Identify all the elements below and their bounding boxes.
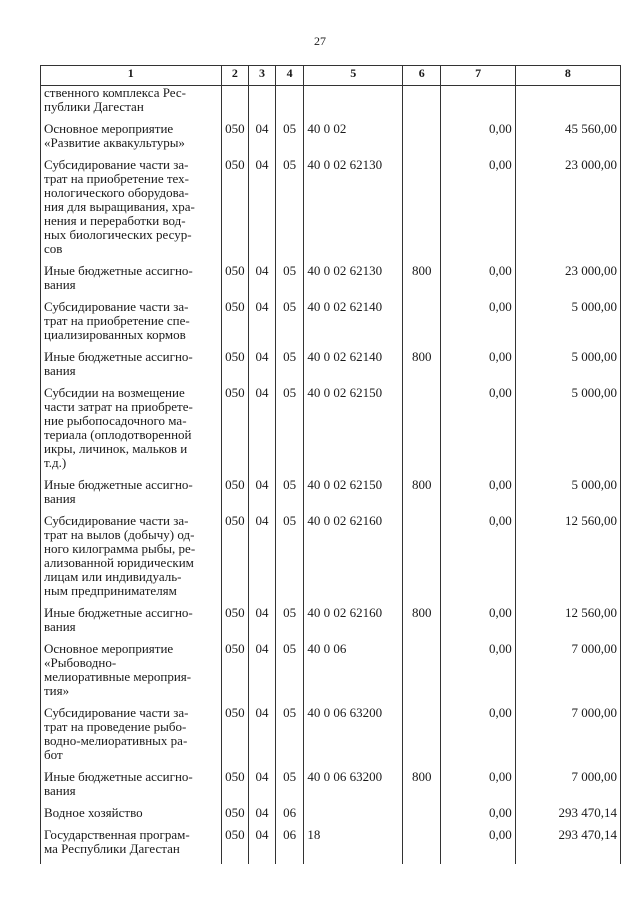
row-code-5 [304,86,403,123]
row-name: Субсидирование части за- трат на вылов (добычу) од- ного килограмма рыбы, ре- ализованной юридическим лицам или индивидуаль- ным предпринимателям [41,514,222,606]
row-code-3: 04 [249,706,276,770]
row-sum-7: 0,00 [441,122,515,158]
row-code-3: 04 [249,514,276,606]
row-code-5 [304,806,403,828]
table-row [41,300,621,350]
column-header: 1 [41,66,222,86]
row-sum-7: 0,00 [441,386,515,478]
row-name: Иные бюджетные ассигно- вания [41,350,222,386]
row-code-5: 40 0 02 62150 [304,386,403,478]
row-name: Основное мероприятие «Развитие аквакультуры» [41,122,222,158]
row-sum-7: 0,00 [441,300,515,350]
row-name: Иные бюджетные ассигно- вания [41,478,222,514]
row-sum-7: 0,00 [441,642,515,706]
row-code-3: 04 [249,828,276,864]
row-code-2: 050 [221,514,249,606]
column-header: 8 [515,66,620,86]
row-sum-7: 0,00 [441,828,515,864]
row-code-4: 05 [275,770,304,806]
row-code-2: 050 [221,642,249,706]
row-code-4: 06 [275,828,304,864]
row-name: Иные бюджетные ассигно- вания [41,606,222,642]
column-header: 7 [441,66,515,86]
row-code-3: 04 [249,642,276,706]
budget-table [40,65,621,864]
row-sum-8: 5 000,00 [515,350,620,386]
row-sum-8: 5 000,00 [515,300,620,350]
row-sum-8 [515,86,620,123]
row-code-6: 800 [403,606,441,642]
table-row [41,122,621,158]
table-row [41,514,621,606]
row-code-5: 40 0 02 62160 [304,514,403,606]
table-row [41,606,621,642]
row-sum-7: 0,00 [441,264,515,300]
row-code-3: 04 [249,300,276,350]
row-sum-8: 12 560,00 [515,606,620,642]
row-code-4 [275,86,304,123]
row-code-6: 800 [403,264,441,300]
row-code-4: 05 [275,300,304,350]
row-code-5: 40 0 02 62140 [304,350,403,386]
table-row [41,86,621,123]
row-sum-7: 0,00 [441,478,515,514]
row-name: ственного комплекса Рес- публики Дагестан [41,86,222,123]
row-code-6 [403,706,441,770]
row-sum-8: 293 470,14 [515,828,620,864]
table-body [41,86,621,865]
row-sum-8: 12 560,00 [515,514,620,606]
row-code-5: 18 [304,828,403,864]
row-code-6 [403,386,441,478]
row-code-3: 04 [249,350,276,386]
table-row [41,806,621,828]
row-code-3: 04 [249,478,276,514]
row-code-6: 800 [403,350,441,386]
column-header: 6 [403,66,441,86]
row-code-2: 050 [221,264,249,300]
row-name: Иные бюджетные ассигно- вания [41,264,222,300]
row-code-3: 04 [249,770,276,806]
page-number: 27 [314,34,326,48]
column-header: 3 [249,66,276,86]
column-header: 5 [304,66,403,86]
row-code-2: 050 [221,706,249,770]
row-name: Субсидирование части за- трат на приобретение спе- циализированных кормов [41,300,222,350]
row-sum-7: 0,00 [441,158,515,264]
row-code-3: 04 [249,122,276,158]
row-sum-8: 23 000,00 [515,264,620,300]
row-code-2: 050 [221,122,249,158]
row-code-5: 40 0 06 [304,642,403,706]
row-code-4: 05 [275,606,304,642]
row-sum-7: 0,00 [441,770,515,806]
row-sum-8: 293 470,14 [515,806,620,828]
row-sum-8: 7 000,00 [515,770,620,806]
table-row [41,264,621,300]
table-row [41,642,621,706]
row-code-6 [403,642,441,706]
row-sum-8: 7 000,00 [515,642,620,706]
row-sum-7: 0,00 [441,706,515,770]
table-row [41,158,621,264]
row-code-3: 04 [249,264,276,300]
row-code-6: 800 [403,770,441,806]
row-name: Субсидирование части за- трат на проведение рыбо- водно-мелиоративных ра- бот [41,706,222,770]
row-sum-8: 23 000,00 [515,158,620,264]
table-row [41,478,621,514]
row-code-2: 050 [221,606,249,642]
row-sum-7: 0,00 [441,606,515,642]
row-code-4: 05 [275,478,304,514]
row-code-3: 04 [249,806,276,828]
row-name: Водное хозяйство [41,806,222,828]
row-code-3 [249,86,276,123]
row-sum-7 [441,86,515,123]
row-code-2: 050 [221,158,249,264]
row-code-2: 050 [221,828,249,864]
row-code-4: 05 [275,706,304,770]
row-sum-8: 7 000,00 [515,706,620,770]
column-header: 4 [275,66,304,86]
row-sum-7: 0,00 [441,350,515,386]
row-code-5: 40 0 02 [304,122,403,158]
header-row [41,66,621,86]
table-row [41,386,621,478]
row-code-5: 40 0 02 62150 [304,478,403,514]
row-sum-8: 5 000,00 [515,478,620,514]
row-code-5: 40 0 02 62160 [304,606,403,642]
row-code-4: 06 [275,806,304,828]
row-code-4: 05 [275,386,304,478]
row-code-3: 04 [249,606,276,642]
row-name: Государственная програм- ма Республики Дагестан [41,828,222,864]
row-code-4: 05 [275,514,304,606]
row-code-4: 05 [275,642,304,706]
row-code-5: 40 0 02 62130 [304,264,403,300]
row-sum-7: 0,00 [441,514,515,606]
row-code-6 [403,86,441,123]
row-name: Субсидии на возмещение части затрат на приобрете- ние рыбопосадочного ма- териала (оплодотворенной икры, личинок, мальков и т.д.) [41,386,222,478]
row-code-6 [403,122,441,158]
row-sum-8: 45 560,00 [515,122,620,158]
row-code-2: 050 [221,386,249,478]
row-code-6 [403,300,441,350]
row-code-5: 40 0 06 63200 [304,706,403,770]
row-code-2: 050 [221,300,249,350]
row-code-6: 800 [403,478,441,514]
row-code-3: 04 [249,386,276,478]
row-code-3: 04 [249,158,276,264]
table-row [41,828,621,864]
row-code-6 [403,828,441,864]
row-code-2 [221,86,249,123]
row-name: Иные бюджетные ассигно- вания [41,770,222,806]
row-code-2: 050 [221,478,249,514]
table-row [41,770,621,806]
row-code-5: 40 0 06 63200 [304,770,403,806]
row-code-6 [403,514,441,606]
row-code-6 [403,158,441,264]
table-row [41,706,621,770]
row-code-5: 40 0 02 62140 [304,300,403,350]
row-code-2: 050 [221,350,249,386]
row-code-2: 050 [221,806,249,828]
row-code-4: 05 [275,350,304,386]
row-code-6 [403,806,441,828]
table-row [41,350,621,386]
row-sum-8: 5 000,00 [515,386,620,478]
row-code-4: 05 [275,158,304,264]
row-name: Основное мероприятие «Рыбоводно- мелиоративные мероприя- тия» [41,642,222,706]
column-header: 2 [221,66,249,86]
row-code-4: 05 [275,264,304,300]
row-sum-7: 0,00 [441,806,515,828]
row-name: Субсидирование части за- трат на приобретение тех- нологического оборудова- ния для выращивания, хра- нения и переработки вод- ных биологических ресур- сов [41,158,222,264]
row-code-4: 05 [275,122,304,158]
row-code-2: 050 [221,770,249,806]
row-code-5: 40 0 02 62130 [304,158,403,264]
